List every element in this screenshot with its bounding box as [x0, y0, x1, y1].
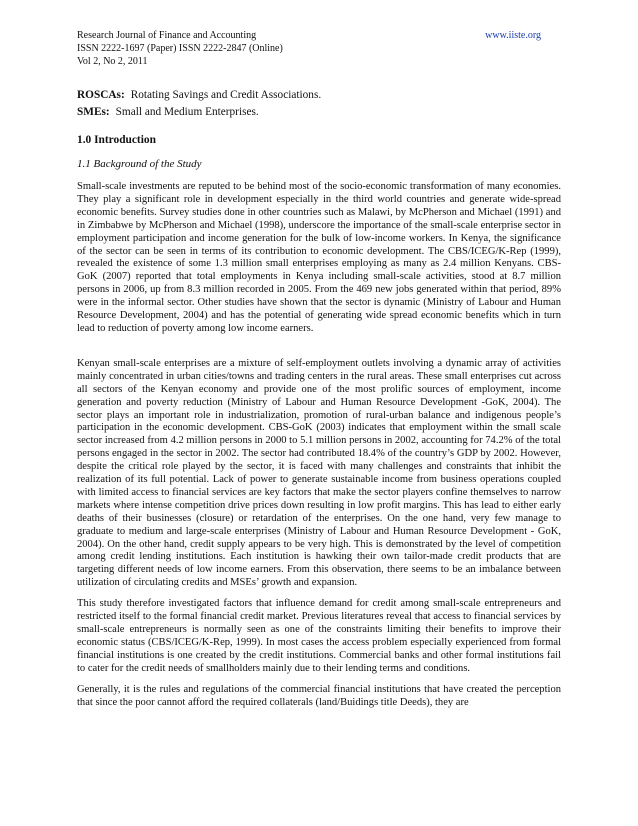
section-heading: 1.0 Introduction [77, 134, 156, 146]
abbreviation-definition: Small and Medium Enterprises. [115, 106, 259, 118]
abbreviation-list [77, 87, 557, 121]
body-paragraph: Kenyan small-scale enterprises are a mixture of self-employment outlets involving a dynamic array of activities mainly concentrated in urban cities/towns and trading centers in the rural areas. These small enterprises cut across all sectors of the Kenyan economy and provide one of the most prolific sources of employment, income generation and poverty reduction (Ministry of Labour and Human Resource Development -GoK, 2004). The sector plays an important role in industrialization, promotion of rural-urban balance and indigenous people’s participation in the economic development. CBS-GoK (2003) indicates that employment within the small scale sector increased from 4.2 million persons in 2000 to 5.1 million persons in 2002, accounting for 74.2% of the total persons engaged in the sector in 2002. The sector had contributed 18.4% of the country’s GDP by 2002. However, despite the critical role played by the sector, it is faced with many challenges and constraints that inhibit the realization of its full potential. Lack of power to generate sustainable income from business operations coupled with limited access to financial services are key factors that make the sector players confine themselves to narrow markets where intense competition drive prices down resulting in low profit margins. This has lead to either early deaths of their businesses (closure) or retardation of the enterprises. On the one hand, very few manage to graduate to medium and large-scale enterprises (Ministry of Labour and Human Resource Development - GoK, 2004). On the other hand, credit supply appears to be very high. This is demonstrated by the level of competition among credit lending institutions. Each institution is hawking their own tailor-made credit products that are targeting different needs of low income earners. From this observation, there seems to be an imbalance between utilization of circulating credits and MSEs’ growth and expansion. [77, 357, 561, 589]
abbreviation-term: ROSCAs: [77, 89, 125, 101]
journal-url-link[interactable]: www.iiste.org [485, 30, 541, 41]
abbreviation-item [77, 87, 557, 104]
volume-line: Vol 2, No 2, 2011 [77, 56, 148, 67]
issn-line: ISSN 2222-1697 (Paper) ISSN 2222-2847 (Online) [77, 43, 283, 54]
subsection-heading: 1.1 Background of the Study [77, 158, 202, 170]
journal-name: Research Journal of Finance and Accounting [77, 30, 257, 41]
body-paragraph: Small-scale investments are reputed to be behind most of the socio-economic transformation of many economies. They play a significant role in development especially in the third world countries and generate wide-spread economic benefits. Survey studies done in other countries such as Malawi, by McPherson and Michael (1991) and in Zimbabwe by McPherson and Michael (1998), underscore the importance of the small-scale enterprise sector in employment participation and income generation for the bulk of low-income workers. In Kenya, the significance of the sector can be seen in terms of its contribution to economic development. The CBS/ICEG/K-Rep (1999), revealed the existence of some 1.3 million small enterprises employing as many as 2.4 million Kenyans. CBS-GoK (2007) reported that total employments in Kenya including small-scale activities, stood at 8.7 million persons in 2006, up from 8.3 million recorded in 2005. From the 469 new jobs generated within that period, 89% were in the informal sector. Other studies have shown that the sector is dynamic (Ministry of Labour and Human Resource Development, 2004) and has the potential of generating wide spread economic benefits which in turn lead to reduction of poverty among low income earners. [77, 181, 561, 334]
body-paragraph: This study therefore investigated factors that influence demand for credit among small-scale entrepreneurs and restricted itself to the formal financial credit market. Previous literatures reveal that access to financial services by small-scale entrepreneurs is normally seen as one of the constraints limiting their benefits to improve their economic status (CBS/ICEG/K-Rep, 1999). In most cases the access problem especially experienced from formal financial institutions is one created by the credit institutions. Commercial banks and other formal institutions fail to cater for the credit needs of smallholders mainly due to their lending terms and conditions. [77, 598, 561, 674]
running-header [77, 29, 541, 68]
abbreviation-definition: Rotating Savings and Credit Associations. [130, 89, 322, 101]
body-paragraph: Generally, it is the rules and regulations of the commercial financial institutions that have created the perception that since the poor cannot afford the required collaterals (land/Buidings title Deeds), they are [77, 683, 561, 708]
abbreviation-term: SMEs: [77, 106, 110, 118]
abbreviation-item [77, 104, 557, 121]
main-content [77, 133, 561, 709]
